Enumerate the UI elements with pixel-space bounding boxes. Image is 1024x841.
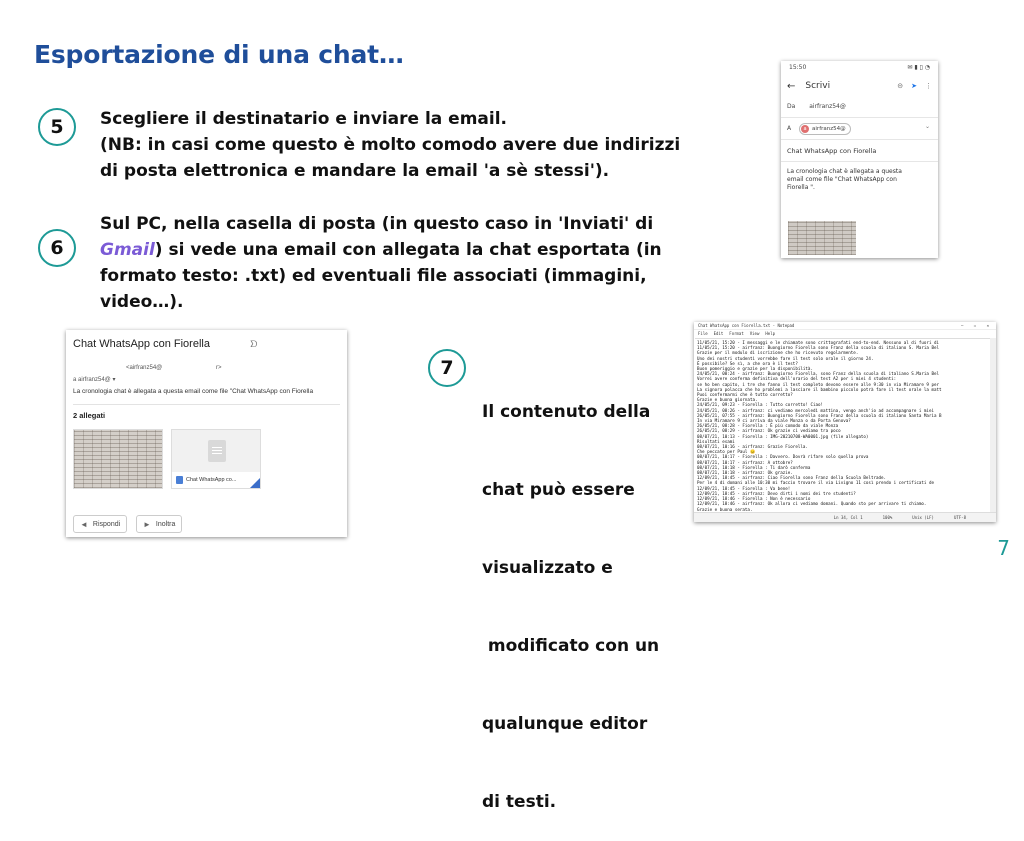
- notepad-line: Uno dei nostri studenti vorrebbe fare il test solo orale il giorno 24.: [697, 355, 874, 361]
- gmail-message-screenshot: [66, 330, 347, 537]
- notepad-line: 26/05/21, 08:28 - Fiorella : È più comodo da viale Monza: [697, 423, 839, 429]
- page-number: 7: [997, 536, 1010, 560]
- recipient-line[interactable]: [73, 376, 115, 383]
- phone-time: 15:50: [789, 64, 807, 71]
- sender-address: <airfranz54@: [126, 365, 163, 371]
- recipient-chip[interactable]: [799, 123, 851, 135]
- divider: [781, 161, 938, 162]
- notepad-line: 08/07/21, 10:16 - airfranz: Grazie Fiorella.: [697, 444, 808, 450]
- window-controls[interactable]: — ☐ ✕: [960, 323, 993, 328]
- notepad-line: 24/05/21, 09:23 - Fiorella : Tutto corretto! Ciao!: [697, 402, 824, 408]
- notepad-screenshot: [694, 322, 996, 522]
- attachment-thumbnail[interactable]: [788, 221, 856, 255]
- step-6-text: [100, 211, 662, 315]
- notepad-line: 08/07/21, 10:18 - airfranz: Ok grazie.: [697, 470, 793, 476]
- forward-icon: ►: [143, 519, 151, 529]
- menu-view[interactable]: View: [749, 331, 760, 336]
- file-icon: [176, 476, 183, 484]
- label-icon[interactable]: ᗤ: [250, 339, 258, 349]
- notepad-line: se ho ben capito, i tre che fanno il test completo devono essere alle 9:30 in via Miramare 9 per: [697, 381, 940, 387]
- notepad-line: La signora polacca che ho problemi a lasciare il bambino piccolo potrà fare il test orale la matt: [697, 386, 942, 392]
- notepad-line: 12/09/21, 18:45 - airfranz: Devo dirti i nomi dei tre studenti?: [697, 490, 856, 496]
- recipient-chip-label: airfranz54@: [812, 126, 846, 132]
- step-7-badge: 7: [428, 349, 466, 387]
- attachment-file-name: Chat WhatsApp co...: [186, 477, 237, 483]
- forward-button[interactable]: [136, 515, 182, 533]
- menu-file[interactable]: File: [698, 331, 708, 336]
- notepad-line: 08/07/21, 10:18 - Fiorella : Ti darò conferma: [697, 464, 811, 470]
- step-6-line-2: [100, 237, 662, 263]
- from-label: Da: [787, 103, 796, 110]
- gmail-word: Gmail: [100, 240, 155, 260]
- phone-statusbar: [789, 64, 930, 74]
- vertical-scrollbar[interactable]: [990, 338, 996, 512]
- to-label: A: [787, 125, 792, 132]
- chevron-down-icon[interactable]: ▾: [112, 377, 116, 383]
- more-options-icon[interactable]: ⋮: [925, 82, 932, 90]
- step-5-line-3: di posta elettronica e mandare la email 'a sè stessi').: [100, 161, 610, 181]
- chevron-down-icon[interactable]: ⌄: [924, 123, 930, 130]
- step-7-line-5: qualunque editor: [482, 714, 648, 734]
- divider: [73, 404, 340, 405]
- notepad-text-area[interactable]: [695, 338, 990, 512]
- reply-button[interactable]: [73, 515, 127, 533]
- slide-title: Esportazione di una chat…: [34, 40, 404, 69]
- text-file-attachment[interactable]: [171, 429, 261, 489]
- notepad-line: 11/05/21, 15:20 - airfranz: Buongiorno Fiorella sono Franz della scuola di italiano S. Maria Bel: [697, 345, 940, 351]
- notepad-line: Puoi confermarmi che è tutto corretto?: [697, 392, 793, 398]
- notepad-line: 12/09/21, 18:45 - Fiorella : Va bene!: [697, 485, 791, 491]
- attachments-count: 2 allegati: [73, 411, 106, 420]
- step-7-text: [482, 347, 659, 841]
- back-arrow-icon[interactable]: ←: [787, 80, 796, 92]
- notepad-line: 11/05/21, 15:20 - I messaggi e le chiamate sono crittografati end-to-end. Nessuno al di fuori di: [697, 340, 940, 345]
- divider: [781, 117, 938, 118]
- notepad-line: Che peccato per Paul 😐: [697, 449, 756, 455]
- fold-corner-icon: [250, 478, 260, 488]
- notepad-line: 12/09/21, 18:46 - Fiorella : Non è necessario: [697, 496, 811, 502]
- notepad-line: 08/07/21, 10:17 - Fiorella : Davvero. Dovrà rifare solo quella prova: [697, 454, 869, 460]
- step-5-line-1: Scegliere il destinatario e inviare la email.: [100, 109, 507, 129]
- attach-icon[interactable]: ⊝: [897, 82, 904, 90]
- step-6-line-4: video…).: [100, 292, 184, 312]
- step-5-text: [100, 106, 680, 184]
- notepad-line: In via Miramare 9 ci arriva da viale Monza o da Porta Genova?: [697, 418, 851, 424]
- notepad-line: 26/05/21, 08:29 - airfranz: Ok grazie ci vediamo tra poco: [697, 428, 841, 434]
- to-row[interactable]: [787, 123, 932, 135]
- notepad-titlebar: [694, 322, 996, 330]
- compose-body[interactable]: [787, 168, 932, 192]
- notepad-menubar: [694, 330, 996, 337]
- step-6-line-1: Sul PC, nella casella di posta (in questo caso in 'Inviati' di: [100, 214, 654, 234]
- sender-address-tail: r>: [216, 365, 222, 371]
- notepad-line: 08/07/21, 10:13 - Fiorella : IMG-20210708-WA0001.jpg (file allegato): [697, 433, 869, 439]
- image-attachment[interactable]: [73, 429, 163, 489]
- step-5-badge: 5: [38, 108, 76, 146]
- phone-compose-screenshot: [781, 61, 938, 258]
- menu-edit[interactable]: Edit: [713, 331, 724, 336]
- compose-title: Scrivi: [805, 81, 831, 91]
- notepad-line: Per le 4 di domani alle 10:30 mi faccio trovare il via Livigno 11 così prendo i certificati de: [697, 480, 934, 486]
- notepad-line: Risultati esami: [697, 438, 735, 444]
- step-7-line-1: Il contenuto della: [482, 402, 651, 422]
- reply-icon: ◄: [80, 519, 88, 529]
- status-encoding: UTF-8: [953, 515, 966, 520]
- notepad-line: Grazie e buona serata.: [697, 506, 753, 512]
- step-5-line-2: (NB: in casi come questo è molto comodo avere due indirizzi: [100, 135, 681, 155]
- step-6-line-2-rest: ) si vede una email con allegata la chat esportata (in: [154, 240, 662, 260]
- notepad-line: 12/09/21, 18:45 - airfranz: Ciao Fiorella sono Franz della Scuola Beltrade.: [697, 475, 887, 481]
- status-position: Ln 34, Col 1: [833, 515, 863, 520]
- subject-field[interactable]: Chat WhatsApp con Fiorella: [787, 147, 877, 155]
- reply-label: Rispondi: [92, 520, 121, 528]
- attachment-name-bar: [172, 472, 260, 488]
- email-subject: Chat WhatsApp con Fiorella: [73, 338, 210, 350]
- body-line-3: Fiorella ".: [787, 184, 815, 191]
- forward-label: Inoltra: [155, 520, 176, 528]
- step-7-line-2: chat può essere: [482, 480, 635, 500]
- notepad-line: Buon pomeriggio e grazie per la disponibilità.: [697, 366, 813, 372]
- notepad-line: Grazie e buona giornata.: [697, 397, 758, 403]
- divider: [781, 139, 938, 140]
- menu-help[interactable]: Help: [765, 331, 776, 336]
- step-7-line-3: visualizzato e: [482, 558, 613, 578]
- document-icon: [208, 440, 226, 462]
- phone-status-icons: ✉ ▮ ▯ ◔: [907, 64, 930, 71]
- from-row[interactable]: [787, 103, 932, 110]
- notepad-line: 24/05/21, 08:24 - airfranz: Buongiorno Fiorella, sono Franz della scuola di italiano S.Maria Bel: [697, 371, 940, 377]
- notepad-statusbar: [694, 512, 996, 522]
- phone-appbar: [781, 77, 938, 95]
- notepad-line: 24/05/21, 08:26 - airfranz: ci vediamo mercoledì mattina, vengo anch'io ad accompagnare i miei: [697, 407, 934, 413]
- notepad-title: Chat WhatsApp con Fiorella.txt - Notepad: [698, 323, 795, 328]
- notepad-line: 08/07/21, 10:17 - airfranz: A ottobre?: [697, 459, 793, 465]
- from-value: airfranz54@: [809, 103, 846, 110]
- body-line-2: email come file "Chat WhatsApp con: [787, 176, 897, 183]
- notepad-line: Grazie per il modulo di iscrizione che ho ricevuto regolarmente.: [697, 350, 859, 356]
- notepad-line: È possibile? Se sì, a che ora è il test?: [697, 360, 798, 366]
- step-6-badge: 6: [38, 229, 76, 267]
- recipient-address: a airfranz54@: [73, 377, 111, 383]
- body-line-1: La cronologia chat è allegata a questa: [787, 168, 902, 175]
- status-eol: Unix (LF): [912, 515, 934, 520]
- status-zoom: 100%: [882, 515, 893, 520]
- send-icon[interactable]: ➤: [911, 82, 917, 90]
- notepad-line: 12/09/21, 18:46 - airfranz: Ok allora ci vediamo domani. Quando sto per arrivare ti chiamo.: [697, 501, 927, 507]
- menu-format[interactable]: Format: [729, 331, 744, 336]
- step-6-line-3: formato testo: .txt) ed eventuali file associati (immagini,: [100, 266, 647, 286]
- step-7-line-6: di testi.: [482, 792, 557, 812]
- avatar: a: [801, 125, 809, 133]
- step-7-line-4: modificato con un: [482, 636, 660, 656]
- email-body: La cronologia chat è allegata a questa email come file "Chat WhatsApp con Fiorella: [73, 388, 314, 395]
- notepad-line: Vorrei avere conferma definitiva dell'orario del test A2 per i miei 4 studenti:: [697, 376, 897, 382]
- notepad-line: 26/05/21, 07:55 - airfranz: Buongiorno Fiorella sono Franz della scuola di italiano Santa Maria B: [697, 412, 942, 418]
